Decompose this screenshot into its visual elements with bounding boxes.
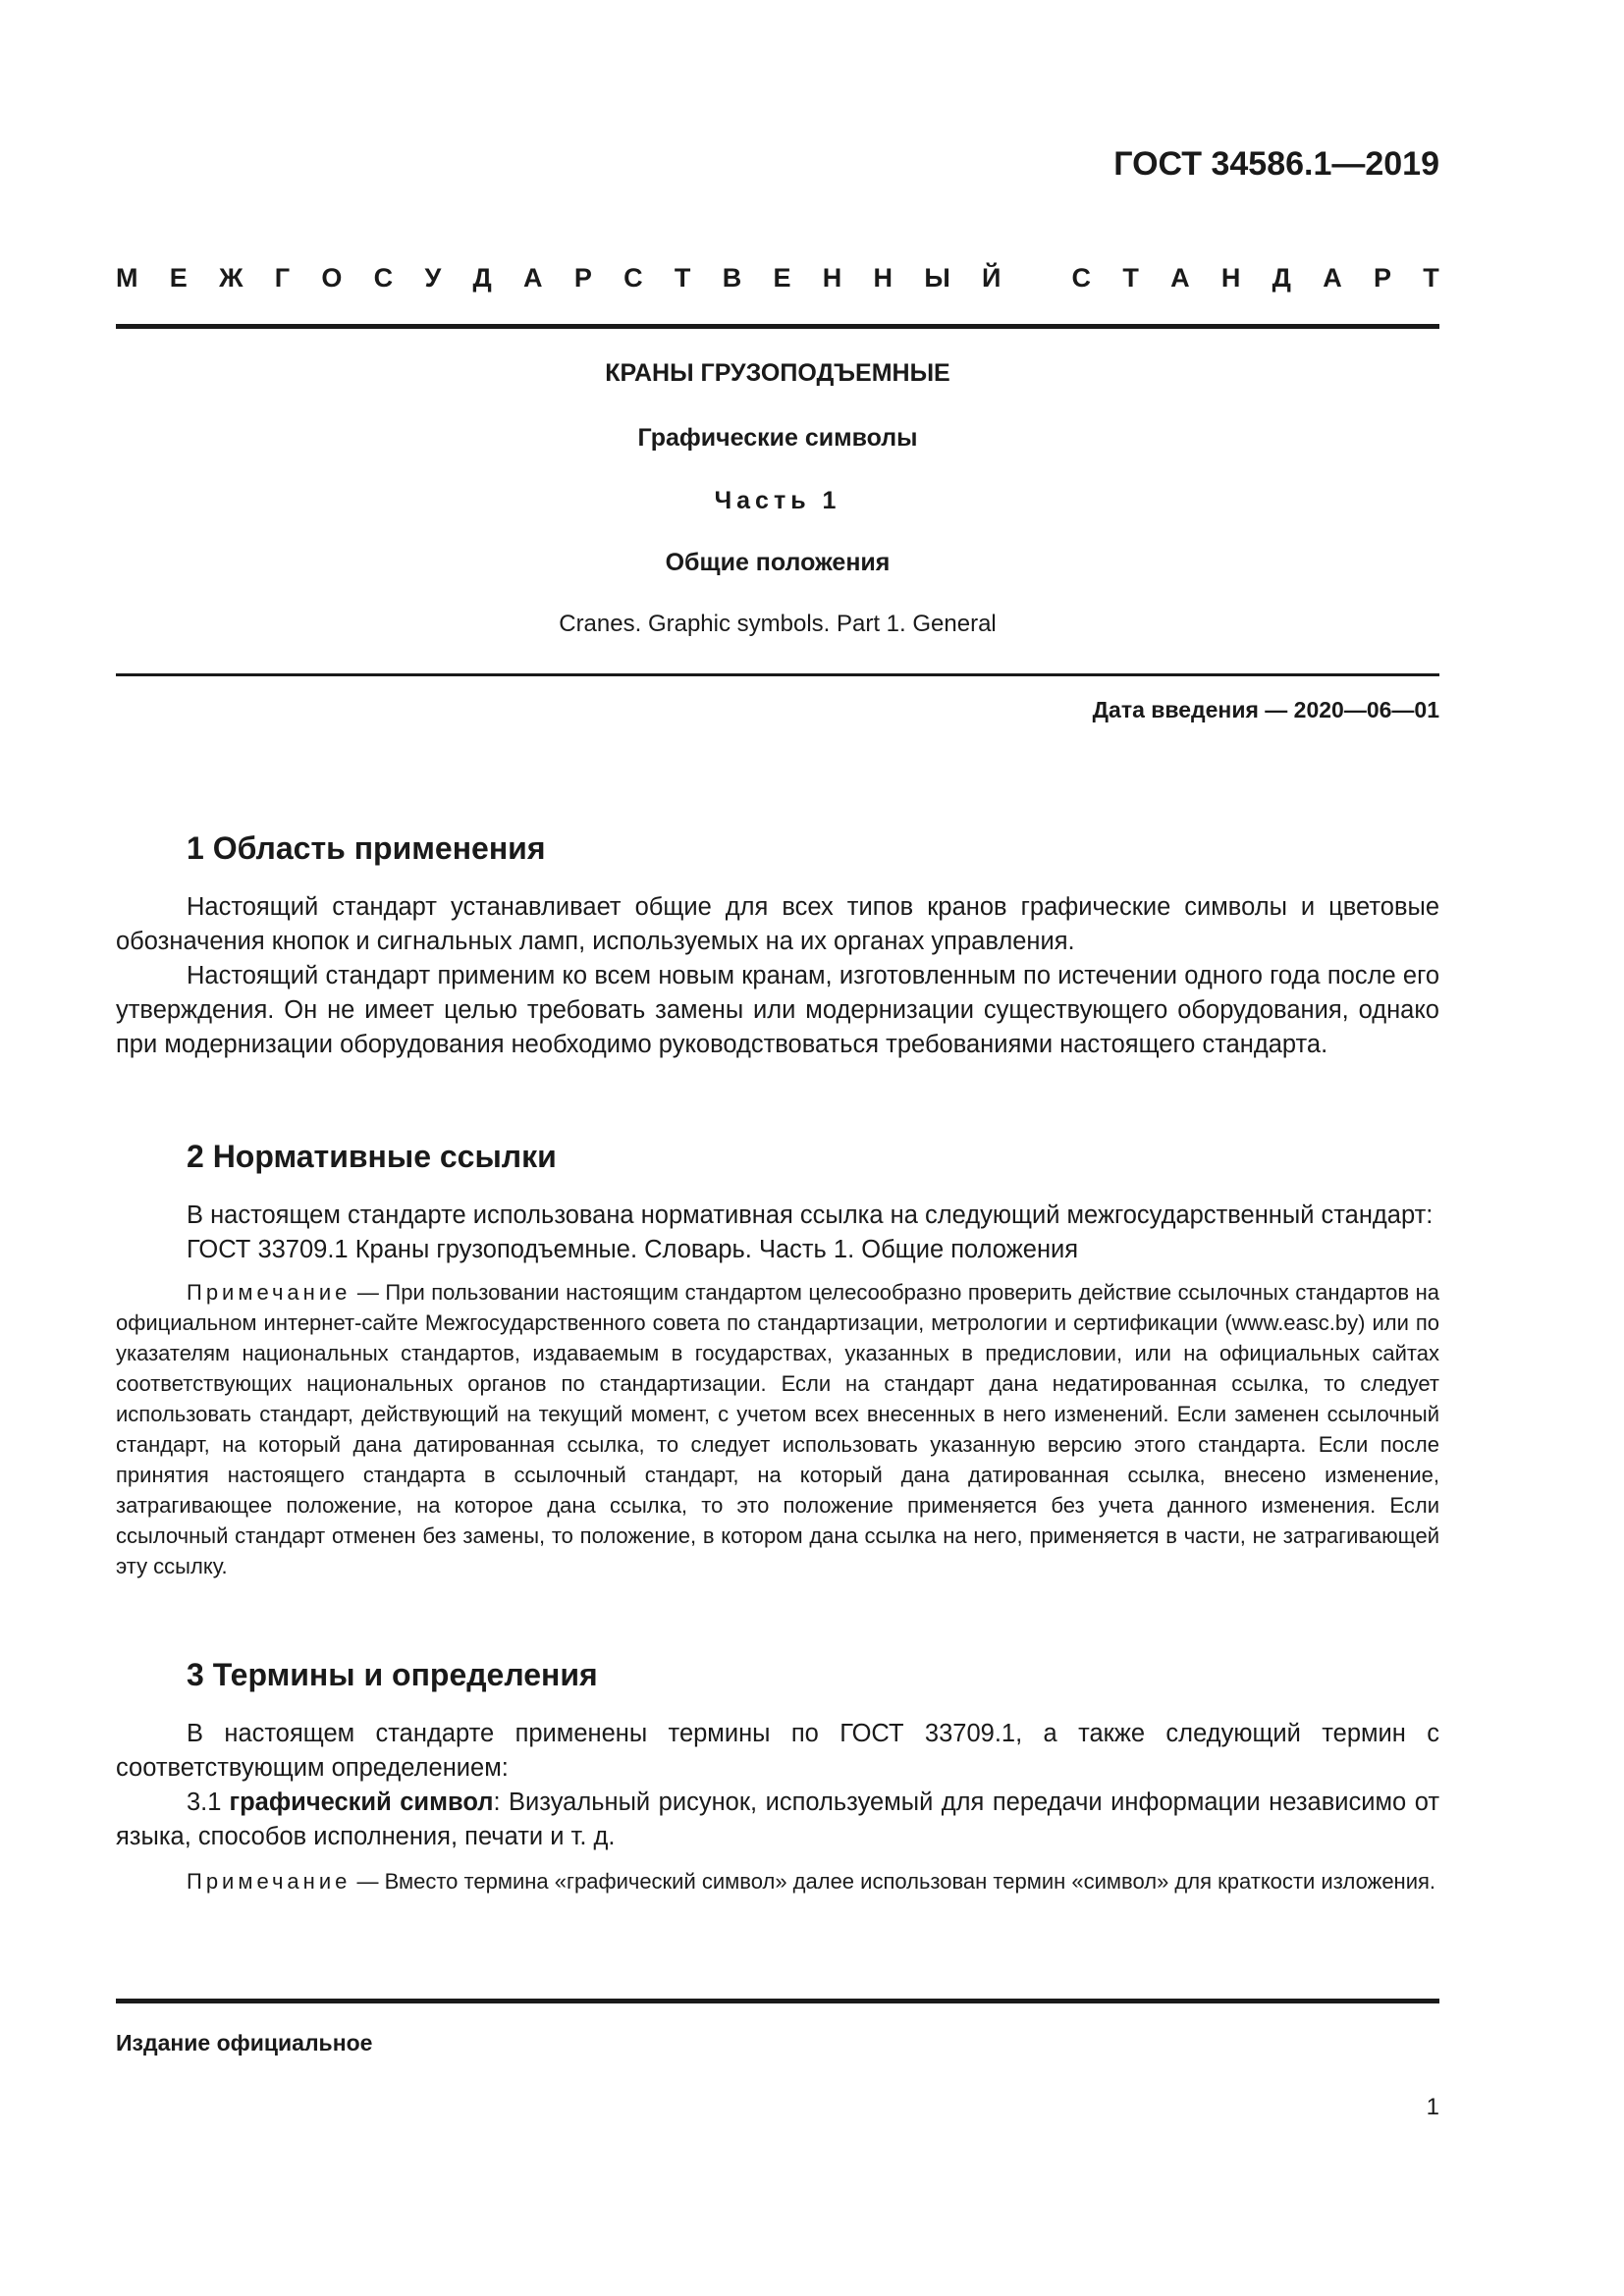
banner-letter: Р (1373, 263, 1391, 293)
introduction-date: Дата введения — 2020—06—01 (1092, 697, 1439, 722)
banner-letter: С (373, 263, 394, 293)
banner-letter: М (116, 263, 138, 293)
banner-letter: Р (573, 263, 592, 293)
standard-number: ГОСТ 34586.1—2019 (1113, 145, 1439, 183)
banner-letter: Н (873, 263, 893, 293)
note (116, 1866, 1439, 1896)
banner-letter: Г (274, 263, 291, 293)
footer-rule (116, 1999, 1439, 2003)
title-english: Cranes. Graphic symbols. Part 1. General (559, 611, 997, 637)
note-label: Примечание (187, 1280, 352, 1305)
banner-letter: У (424, 263, 442, 293)
section-heading: 3 Термины и определения (187, 1657, 598, 1692)
banner-letter: Е (169, 263, 188, 293)
term-number: 3.1 (187, 1789, 222, 1816)
header-rule (116, 324, 1439, 329)
banner-letter: А (523, 263, 543, 293)
banner-letter: Т (1423, 263, 1439, 293)
section-heading: 2 Нормативные ссылки (187, 1139, 557, 1174)
paragraph: В настоящем стандарте применены термины по ГОСТ 33709.1, а также следующий термин с соответствующим определением: (116, 1720, 1439, 1782)
banner-letter: А (1170, 263, 1190, 293)
banner-letter: Ы (924, 263, 950, 293)
note-text: — Вместо термина «графический символ» далее использован термин «символ» для краткости изложения. (351, 1869, 1436, 1894)
banner-letter (1033, 263, 1041, 294)
title-part: Часть 1 (714, 487, 841, 514)
banner-letter: С (1071, 263, 1092, 293)
banner-letter: С (623, 263, 643, 293)
term-text: : Визуальный рисунок, используемый для передачи информации независимо от языка, способов исполнения, печати и т. д. (116, 1789, 1439, 1850)
banner-letter: А (1323, 263, 1342, 293)
reference-entry: ГОСТ 33709.1 Краны грузоподъемные. Словарь. Часть 1. Общие положения (187, 1236, 1079, 1263)
banner-letter: Н (822, 263, 842, 293)
banner-letter: Т (1122, 263, 1139, 293)
note-text: — При пользовании настоящим стандартом целесообразно проверить действие ссылочных стандартов на официальном интернет-сайте Межгосударственного совета по стандартизации, метрологии и сертификации (www.easc.by) или по указателям национальных стандартов, издаваемым в государствах, указанных в предисловии, или на официальных сайтах соответствующих национальных органов по стандартизации. Если на стандарт дана недатированная ссылка, то следует использовать стандарт, действующий на текущий момент, с учетом всех внесенных в него изменений. Если заменен ссылочный стандарт, на который дана датированная ссылка, то следует использовать указанную версию этого стандарта. Если после принятия настоящего стандарта в ссылочный стандарт, на который дана датированная ссылка, внесено изменение, затрагивающее положение, на которое дана ссылка, то это положение применяется без учета данного изменения. Если ссылочный стандарт отменен без замены, то положение, в котором дана ссылка на него, применяется в части, не затрагивающей эту ссылку. (116, 1280, 1439, 1578)
section-scope (116, 830, 1439, 1062)
title-rule (116, 673, 1439, 676)
official-edition-label: Издание официальное (116, 2030, 373, 2056)
section-terms-definitions (116, 1657, 1439, 1896)
paragraph: Настоящий стандарт устанавливает общие для всех типов кранов графические символы и цветовые обозначения кнопок и сигнальных ламп, используемых на их органах управления. (116, 893, 1439, 955)
banner-letter: О (321, 263, 343, 293)
title-general: Общие положения (665, 549, 891, 576)
title-sub: Графические символы (637, 424, 918, 452)
term-definition (116, 1786, 1439, 1854)
banner-letter: Д (1272, 263, 1291, 293)
note (116, 1277, 1439, 1581)
banner-letter: Д (472, 263, 492, 293)
banner-letter: Е (773, 263, 791, 293)
banner-letter: Й (982, 263, 1001, 293)
paragraph: В настоящем стандарте использована нормативная ссылка на следующий межгосударственный стандарт: (187, 1201, 1434, 1229)
banner-letter: Ж (219, 263, 244, 293)
interstate-standard-banner (116, 263, 1439, 294)
note-label: Примечание (187, 1869, 352, 1894)
banner-letter: Т (674, 263, 691, 293)
banner-letter: В (722, 263, 742, 293)
paragraph: Настоящий стандарт применим ко всем новым кранам, изготовленным по истечении одного года после его утверждения. Он не имеет целью требовать замены или модернизации существующего оборудования, однако при модернизации оборудования необходимо руководствоваться требованиями настоящего стандарта. (116, 962, 1439, 1058)
section-heading: 1 Область применения (187, 830, 546, 866)
title-main: КРАНЫ ГРУЗОПОДЪЕМНЫЕ (605, 359, 950, 387)
page-number: 1 (1426, 2094, 1439, 2120)
term-name: графический символ (229, 1789, 494, 1816)
banner-letter: Н (1220, 263, 1241, 293)
section-normative-references (116, 1139, 1439, 1581)
